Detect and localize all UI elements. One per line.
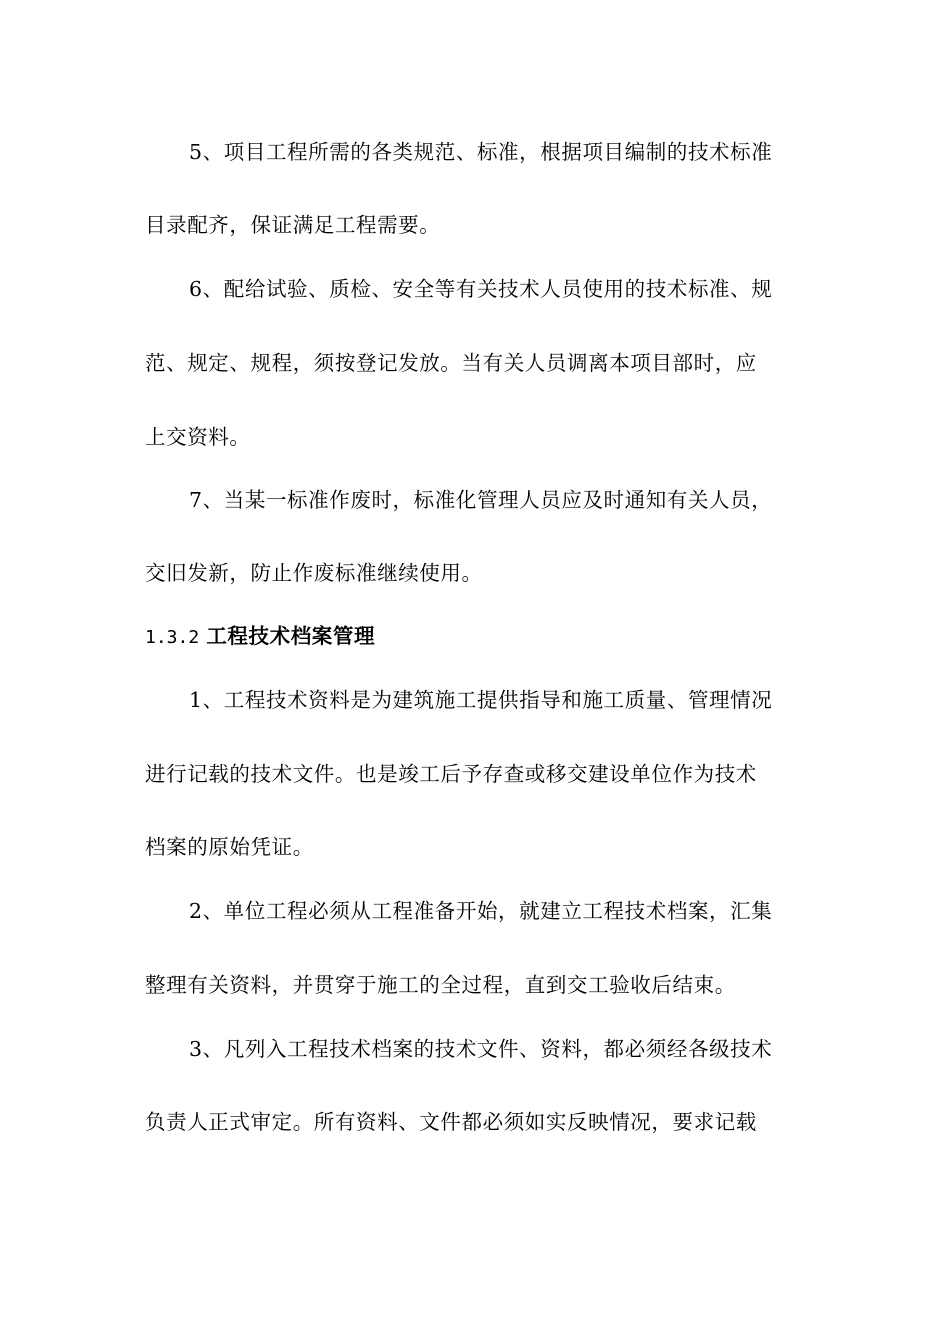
paragraph-6-line-1: 6、配给试验、质检、安全等有关技术人员使用的技术标准、规	[189, 277, 773, 301]
section-paragraph-2-line-1: 2、单位工程必须从工程准备开始，就建立工程技术档案，汇集	[189, 899, 773, 923]
section-heading	[145, 621, 825, 653]
section-title: 工程技术档案管理	[206, 624, 376, 648]
paragraph-7-line-1: 7、当某一标准作废时，标准化管理人员应及时通知有关人员，	[189, 488, 773, 512]
section-paragraph-3-line-2: 负责人正式审定。所有资料、文件都必须如实反映情况，要求记载	[145, 1110, 757, 1134]
section-paragraph-1-line-2: 进行记载的技术文件。也是竣工后予存查或移交建设单位作为技术	[145, 762, 757, 786]
paragraph-5-line-2: 目录配齐，保证满足工程需要。	[145, 213, 441, 237]
section-number: 1.3.2	[145, 627, 200, 648]
section-paragraph-1-line-1: 1、工程技术资料是为建筑施工提供指导和施工质量、管理情况	[189, 688, 773, 712]
section-paragraph-2-line-2: 整理有关资料，并贯穿于施工的全过程，直到交工验收后结束。	[145, 973, 736, 997]
paragraph-6-line-3: 上交资料。	[145, 425, 251, 449]
paragraph-6-line-2: 范、规定、规程，须按登记发放。当有关人员调离本项目部时，应	[145, 351, 757, 375]
section-paragraph-3-line-1: 3、凡列入工程技术档案的技术文件、资料，都必须经各级技术	[189, 1037, 773, 1061]
paragraph-5-line-1: 5、项目工程所需的各类规范、标准，根据项目编制的技术标准	[189, 140, 773, 164]
section-paragraph-1-line-3: 档案的原始凭证。	[145, 835, 314, 859]
paragraph-7-line-2: 交旧发新，防止作废标准继续使用。	[145, 561, 483, 585]
